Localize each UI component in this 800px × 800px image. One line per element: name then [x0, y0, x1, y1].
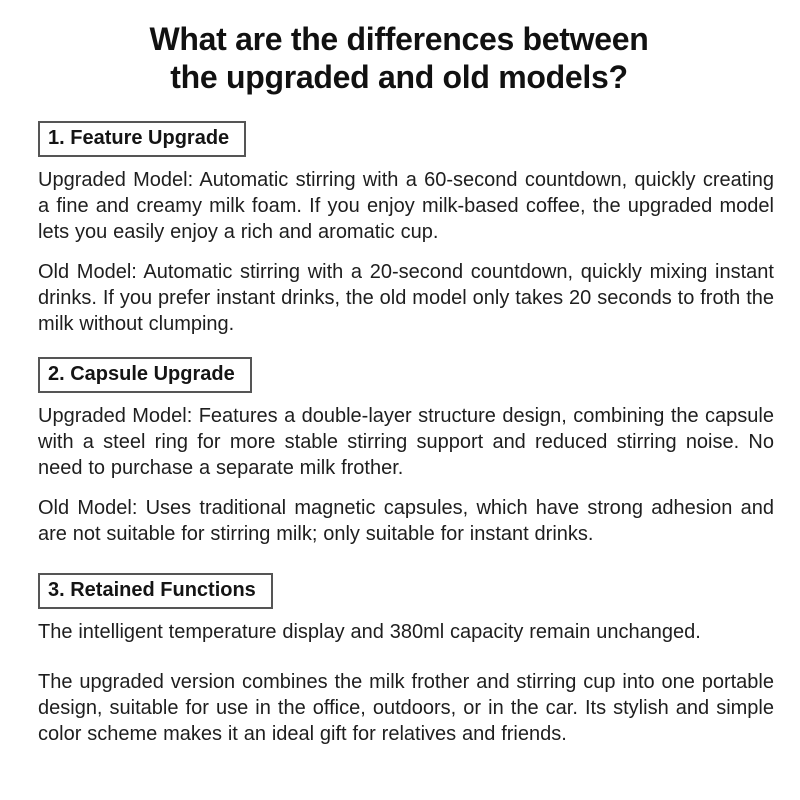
section-heading-label: 1. Feature Upgrade	[48, 127, 230, 149]
paragraph-old-model-capsule: Old Model: Uses traditional magnetic capsules, which have strong adhesion and are not suitable for stirring milk; only suitable for instant drinks.	[38, 497, 774, 545]
section-heading-label: 2. Capsule Upgrade	[48, 363, 235, 385]
paragraph-retained-capacity: The intelligent temperature display and 380ml capacity remain unchanged.	[38, 621, 701, 643]
paragraph-upgraded-model-capsule: Upgraded Model: Features a double-layer structure design, combining the capsule with a steel ring for more stable stirring support and reduced stirring noise. No need to purchase a separate milk frother.	[38, 405, 774, 479]
paragraph-upgraded-model-feature: Upgraded Model: Automatic stirring with a 60-second countdown, quickly creating a fine and creamy milk foam. If you enjoy milk-based coffee, the upgraded model lets you easily enjoy a rich and aromatic cup.	[38, 169, 774, 243]
section-heading-label: 3. Retained Functions	[48, 579, 256, 601]
section-capsule-upgrade	[38, 357, 774, 547]
paragraph-old-model-feature: Old Model: Automatic stirring with a 20-second countdown, quickly mixing instant drinks. If you prefer instant drinks, the old model only takes 20 seconds to froth the milk without clumping.	[38, 261, 774, 335]
paragraph-portable-design: The upgraded version combines the milk frother and stirring cup into one portable design, suitable for use in the office, outdoors, or in the car. Its stylish and simple color scheme makes it an ideal gift for relatives and friends.	[38, 671, 774, 745]
section-feature-upgrade	[38, 121, 774, 337]
section-heading-box	[38, 573, 273, 609]
title-line-2: the upgraded and old models?	[170, 59, 628, 95]
title-line-1: What are the differences between	[149, 21, 649, 57]
section-heading-box	[38, 121, 246, 157]
page-title	[24, 20, 774, 96]
section-heading-box	[38, 357, 252, 393]
section-retained-functions	[38, 573, 774, 747]
